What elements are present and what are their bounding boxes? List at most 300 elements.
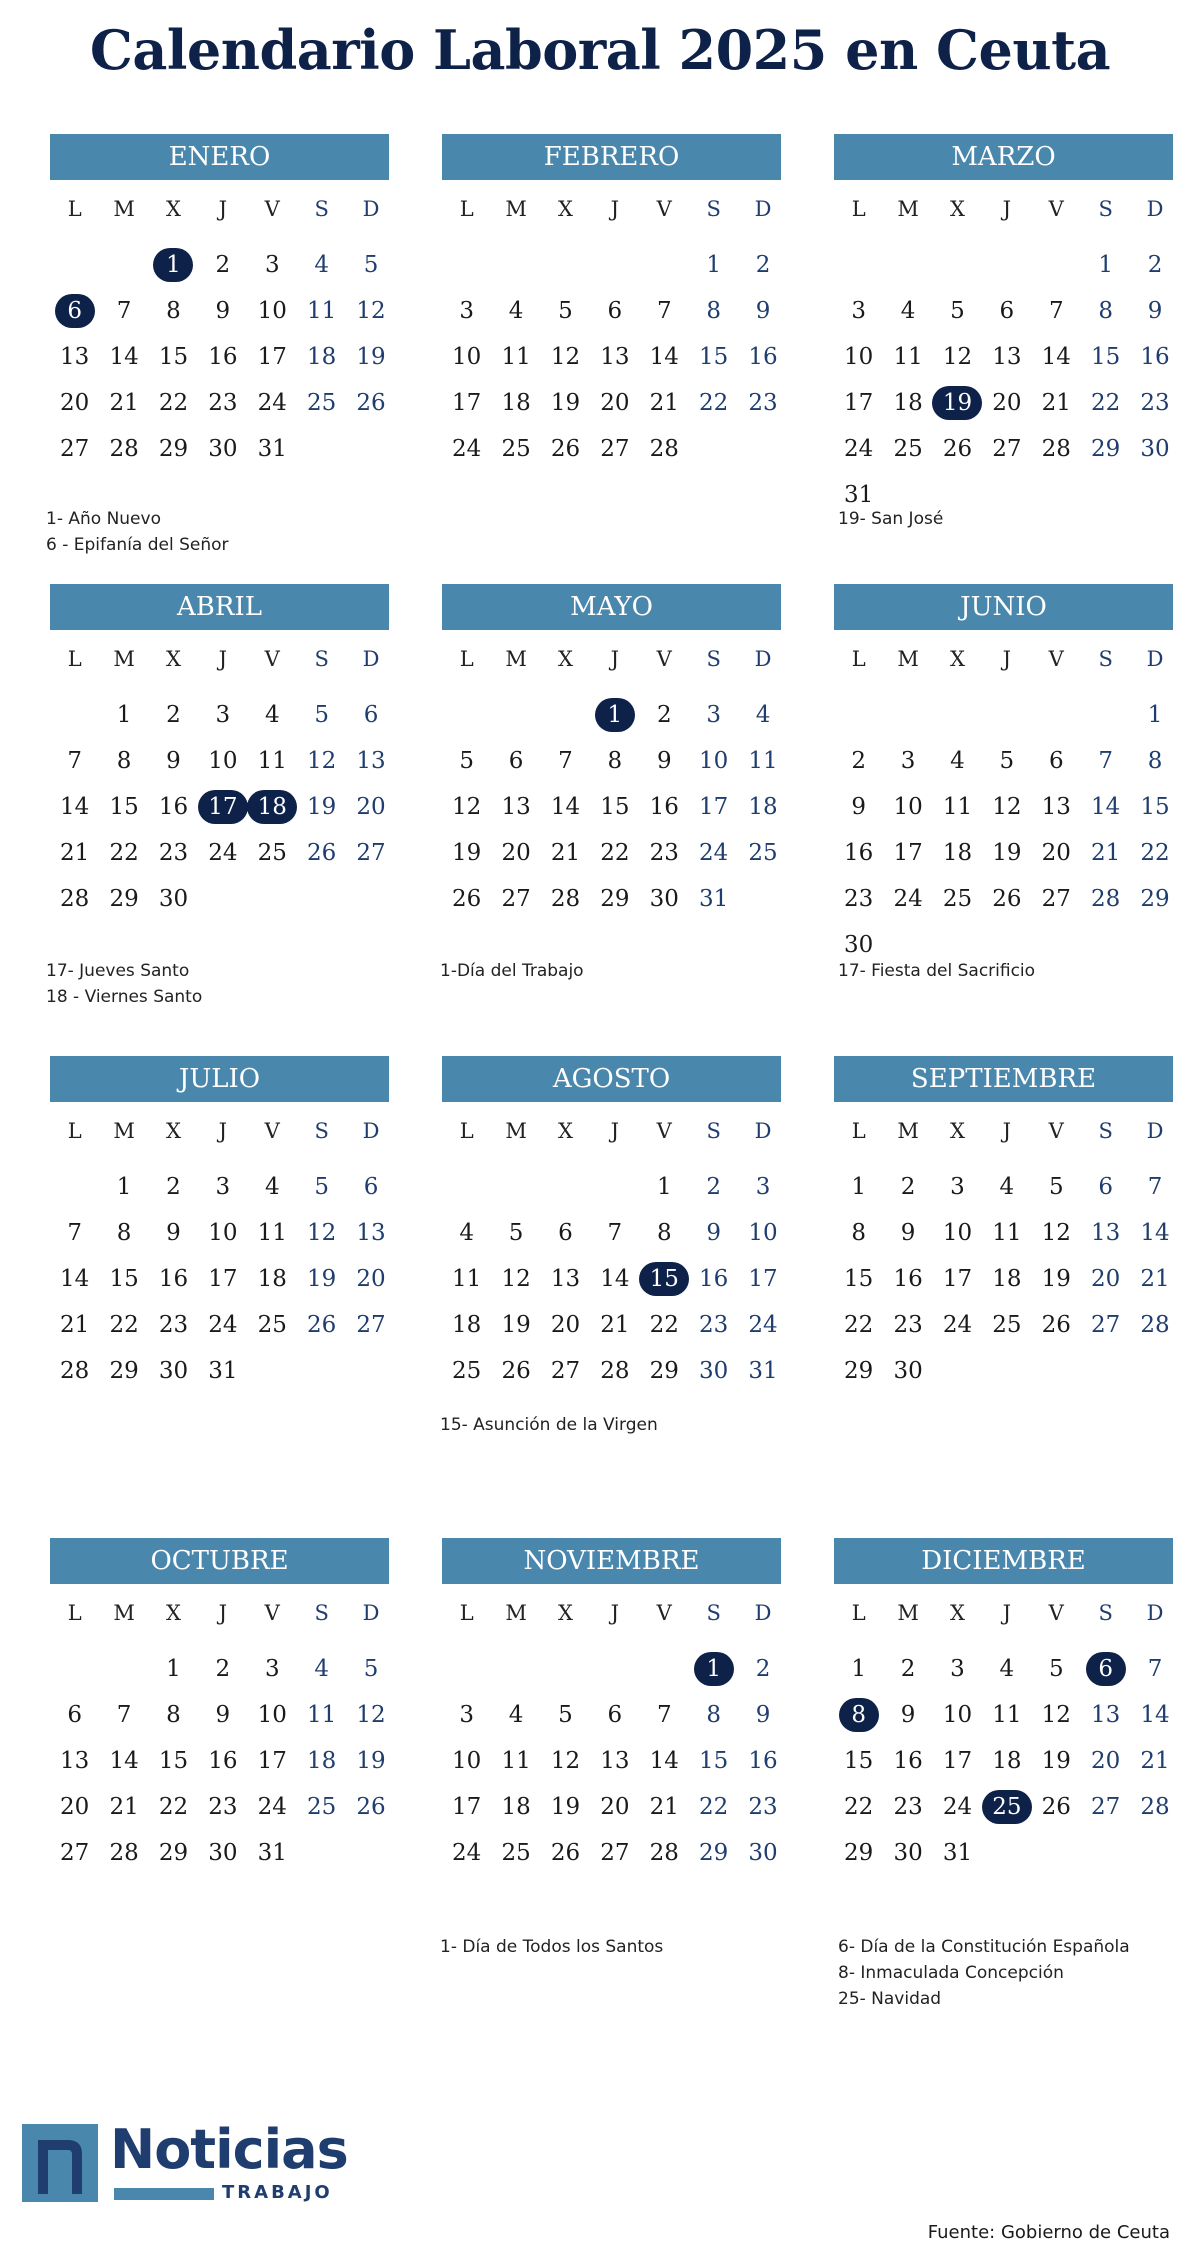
day-cell: 2 [1147,252,1163,278]
empty-cell [248,1348,297,1394]
week-row [50,1830,396,1876]
day-cell: 4 [508,1702,524,1728]
day-cell: 10 [257,1702,287,1728]
day-cell: 28 [550,886,581,912]
holiday-notes [46,958,202,1010]
day-cell: 14 [649,1748,679,1774]
empty-cell [248,876,297,922]
holiday-note: 17- Fiesta del Sacrificio [838,961,1036,981]
day-cell: 31 [699,886,729,912]
holiday-notes [838,958,1035,984]
logo-n-icon [22,2124,98,2202]
empty-cell [50,242,99,288]
day-cell: 7 [1098,748,1113,774]
weekday-label: D [754,1601,772,1625]
day-cell: 9 [755,1702,771,1728]
day-cell: 9 [166,1220,181,1246]
empty-cell [834,242,883,288]
holiday-day: 1 [149,242,198,288]
day-cell: 8 [706,1702,721,1728]
day-cell: 11 [452,1266,482,1292]
day-cell: 6 [999,298,1015,324]
day-cell: 27 [992,436,1022,462]
day-cell: 8 [116,1220,132,1246]
day-cell: 21 [1091,840,1121,866]
empty-cell [491,242,540,288]
week-row [442,1692,788,1738]
empty-cell [689,426,738,472]
day-cell: 23 [893,1794,923,1820]
day-cell: 30 [158,886,189,912]
weekday-label: D [1146,647,1164,671]
day-cell: 13 [501,794,531,820]
day-cell: 28 [600,1358,630,1384]
day-cell: 21 [60,1312,90,1338]
month-header: SEPTIEMBRE [834,1056,1173,1102]
empty-cell [99,242,148,288]
day-cell: 4 [999,1656,1015,1682]
day-cell: 17 [257,344,287,370]
weekday-label: S [706,197,721,221]
day-cell: 21 [600,1312,630,1338]
day-cell: 25 [893,436,923,462]
day-cell: 8 [166,1702,181,1728]
week-row [834,380,1180,426]
weekday-label: L [67,1119,82,1143]
day-cell: 9 [215,298,231,324]
day-cell: 16 [649,794,679,820]
day-cell: 16 [208,344,238,370]
weekday-row [50,638,396,680]
holiday-day: 17 [198,784,247,830]
holiday-note: 8- Inmaculada Concepción [838,1963,1064,1983]
weekday-label: D [754,197,772,221]
day-cell: 22 [1091,390,1121,416]
weekday-row [442,1110,788,1152]
day-cell: 27 [356,840,386,866]
weekday-label: D [1146,1119,1164,1143]
day-cell: 19 [550,1794,581,1820]
empty-cell [982,1830,1031,1876]
day-cell: 1 [1098,252,1113,278]
empty-cell [442,692,491,738]
week-row [50,1164,396,1210]
day-cell: 2 [900,1174,916,1200]
week-row [834,334,1180,380]
day-cell: 13 [550,1266,581,1292]
weekday-row [442,188,788,230]
day-cell: 2 [215,252,231,278]
day-cell: 13 [60,1748,90,1774]
day-cell: 20 [992,390,1022,416]
month-header: MARZO [834,134,1173,180]
weekday-label: J [610,197,620,221]
day-cell: 11 [257,1220,287,1246]
week-row [50,1348,396,1394]
weekday-label: L [851,1601,866,1625]
day-cell: 11 [257,748,287,774]
day-cell: 22 [844,1312,874,1338]
day-cell: 20 [60,390,90,416]
weekday-label: D [1146,1601,1164,1625]
day-cell: 31 [748,1358,778,1384]
day-cell: 25 [501,1840,531,1866]
day-cell: 9 [900,1702,916,1728]
day-cell: 24 [257,390,287,416]
weekday-label: D [754,1119,772,1143]
day-cell: 26 [452,886,482,912]
day-cell: 3 [459,298,475,324]
day-cell: 28 [1140,1794,1170,1820]
day-cell: 10 [452,1748,482,1774]
day-cell: 2 [215,1656,231,1682]
day-cell: 18 [257,1266,287,1292]
day-cell: 9 [900,1220,916,1246]
day-cell: 10 [942,1220,973,1246]
day-cell: 6 [607,1702,623,1728]
month-2 [442,134,788,472]
week-row [50,1784,396,1830]
day-cell: 12 [1041,1220,1071,1246]
day-cell: 26 [550,1840,581,1866]
holiday-notes [838,506,943,532]
day-cell: 23 [748,390,778,416]
empty-cell [640,1646,689,1692]
day-cell: 28 [109,436,139,462]
holiday-day: 18 [248,784,297,830]
day-cell: 1 [706,252,721,278]
weekday-label: M [113,1119,135,1143]
weekday-row [834,638,1180,680]
day-cell: 3 [264,1656,280,1682]
day-cell: 16 [893,1748,923,1774]
holiday-note: 1- Año Nuevo [46,509,161,529]
weekday-label: M [113,197,135,221]
empty-cell [442,1164,491,1210]
weekday-label: S [314,647,329,671]
day-cell: 26 [550,436,581,462]
day-cell: 4 [755,702,771,728]
holiday-day: 8 [834,1692,883,1738]
weekday-label: S [1098,1119,1113,1143]
month-header: NOVIEMBRE [442,1538,781,1584]
day-cell: 29 [649,1358,679,1384]
day-cell: 15 [844,1748,874,1774]
day-cell: 23 [158,1312,189,1338]
day-cell: 23 [748,1794,778,1820]
weekday-label: S [1098,1601,1113,1625]
day-cell: 4 [314,1656,329,1682]
day-cell: 26 [356,1794,386,1820]
month-header: AGOSTO [442,1056,781,1102]
day-cell: 18 [992,1266,1022,1292]
day-cell: 1 [166,1656,181,1682]
day-cell: 14 [649,344,679,370]
weekday-label: S [706,1119,721,1143]
day-cell: 19 [452,840,482,866]
day-cell: 22 [109,840,139,866]
weekday-label: X [166,197,181,221]
week-row [442,1784,788,1830]
day-cell: 30 [649,886,679,912]
day-cell: 7 [1048,298,1064,324]
day-cell: 11 [501,344,531,370]
day-cell: 5 [558,1702,573,1728]
day-cell: 7 [67,748,83,774]
empty-cell [346,876,395,922]
day-cell: 10 [844,344,874,370]
week-row [442,830,788,876]
day-cell: 21 [550,840,581,866]
weekday-label: V [1048,1601,1064,1625]
logo-bar [114,2188,214,2200]
day-cell: 26 [307,840,337,866]
day-cell: 28 [1041,436,1071,462]
day-cell: 5 [508,1220,524,1246]
day-cell: 30 [844,932,874,958]
holiday-day: 6 [1081,1646,1130,1692]
weekday-label: M [505,1601,527,1625]
day-cell: 3 [950,1174,965,1200]
day-cell: 20 [600,1794,630,1820]
day-cell: 22 [109,1312,139,1338]
day-cell: 13 [1091,1702,1121,1728]
weekday-label: M [505,1119,527,1143]
holiday-notes [440,958,584,984]
day-cell: 13 [600,344,630,370]
day-cell: 7 [607,1220,623,1246]
empty-cell [442,1646,491,1692]
day-cell: 18 [748,794,778,820]
day-cell: 27 [60,436,90,462]
day-cell: 12 [307,1220,337,1246]
weekday-label: V [1048,197,1064,221]
day-cell: 14 [1140,1702,1170,1728]
weekday-label: L [67,197,82,221]
weekday-label: J [218,647,228,671]
day-cell: 27 [1091,1312,1121,1338]
day-cell: 10 [452,344,482,370]
weekday-label: V [656,647,672,671]
day-cell: 23 [844,886,874,912]
day-cell: 5 [363,1656,379,1682]
day-cell: 31 [257,1840,287,1866]
holiday-notes [440,1412,658,1438]
empty-cell [1130,1348,1179,1394]
day-cell: 29 [158,436,189,462]
day-cell: 30 [699,1358,729,1384]
weekday-row [834,1110,1180,1152]
day-cell: 20 [1041,840,1071,866]
day-cell: 19 [356,1748,386,1774]
day-cell: 12 [942,344,973,370]
weekday-row [442,638,788,680]
week-row [50,380,396,426]
day-cell: 20 [356,794,386,820]
holiday-day: 15 [640,1256,689,1302]
week-row [834,288,1180,334]
day-cell: 25 [501,436,531,462]
day-cell: 30 [158,1358,189,1384]
empty-cell [50,692,99,738]
week-row [442,242,788,288]
day-cell: 30 [893,1840,923,1866]
holiday-note: 17- Jueves Santo [46,961,190,981]
day-cell: 5 [1048,1656,1064,1682]
day-cell: 26 [307,1312,337,1338]
day-cell: 29 [1091,436,1121,462]
empty-cell [1081,1348,1130,1394]
day-cell: 24 [942,1794,973,1820]
day-cell: 24 [452,436,482,462]
weekday-label: J [610,647,620,671]
day-cell: 22 [649,1312,679,1338]
week-row [50,830,396,876]
weekday-label: M [897,1119,919,1143]
empty-cell [1130,922,1179,968]
day-cell: 2 [706,1174,721,1200]
day-cell: 7 [1147,1174,1163,1200]
week-row [442,426,788,472]
day-cell: 29 [844,1358,874,1384]
empty-cell [590,1164,639,1210]
week-row [442,380,788,426]
weekday-label: D [362,647,380,671]
day-cell: 1 [116,702,132,728]
weekday-row [442,1592,788,1634]
day-cell: 23 [158,840,189,866]
empty-cell [834,692,883,738]
day-cell: 1 [116,1174,132,1200]
weekday-label: S [706,1601,721,1625]
month-5 [442,584,788,922]
weekday-row [50,188,396,230]
holiday-notes [46,506,229,558]
day-cell: 20 [600,390,630,416]
day-cell: 10 [942,1702,973,1728]
day-cell: 19 [992,840,1022,866]
day-cell: 6 [1098,1174,1113,1200]
empty-cell [346,426,395,472]
day-cell: 3 [900,748,916,774]
empty-cell [933,1348,982,1394]
weekday-label: L [851,1119,866,1143]
day-cell: 14 [109,1748,139,1774]
holiday-notes [838,1934,1130,2012]
day-cell: 5 [950,298,965,324]
holiday-note: 1- Día de Todos los Santos [440,1937,664,1957]
month-1 [50,134,396,472]
day-cell: 23 [649,840,679,866]
empty-cell [738,876,787,922]
holiday-note: 6 - Epifanía del Señor [46,535,229,555]
empty-cell [982,1348,1031,1394]
month-7 [50,1056,396,1394]
day-cell: 15 [844,1266,874,1292]
day-cell: 2 [166,702,181,728]
weekday-label: J [1002,197,1012,221]
week-row [442,738,788,784]
weekday-label: L [459,197,474,221]
day-cell: 14 [600,1266,630,1292]
day-cell: 17 [452,1794,482,1820]
day-cell: 23 [1140,390,1170,416]
day-cell: 17 [844,390,874,416]
day-cell: 9 [755,298,771,324]
day-cell: 28 [109,1840,139,1866]
weekday-label: L [851,197,866,221]
day-cell: 6 [508,748,524,774]
month-header: ENERO [50,134,389,180]
day-cell: 3 [755,1174,771,1200]
weekday-label: X [950,647,965,671]
empty-cell [1130,472,1179,518]
day-cell: 10 [208,1220,238,1246]
day-cell: 15 [699,1748,729,1774]
day-cell: 2 [166,1174,181,1200]
day-cell: 3 [215,702,231,728]
day-cell: 17 [257,1748,287,1774]
day-cell: 7 [116,1702,132,1728]
weekday-label: L [459,647,474,671]
day-cell: 13 [1041,794,1071,820]
day-cell: 26 [1041,1312,1071,1338]
day-cell: 11 [748,748,778,774]
weekday-label: X [950,1601,965,1625]
empty-cell [346,1830,395,1876]
page-title: Calendario Laboral 2025 en Ceuta [89,18,1111,82]
day-cell: 14 [109,344,139,370]
day-cell: 15 [600,794,630,820]
day-cell: 14 [1140,1220,1170,1246]
day-cell: 29 [600,886,630,912]
day-cell: 2 [755,252,771,278]
logo-subtitle: TRABAJO [222,2182,333,2203]
day-cell: 11 [307,298,337,324]
month-header: DICIEMBRE [834,1538,1173,1584]
day-cell: 30 [893,1358,923,1384]
empty-cell [297,426,346,472]
day-cell: 23 [208,390,238,416]
day-cell: 9 [166,748,181,774]
empty-cell [883,692,932,738]
day-cell: 27 [356,1312,386,1338]
weekday-label: V [1048,647,1064,671]
day-cell: 16 [699,1266,729,1292]
day-cell: 17 [208,1266,238,1292]
day-cell: 2 [851,748,867,774]
day-cell: 8 [166,298,181,324]
day-cell: 9 [1147,298,1163,324]
weekday-label: J [610,1601,620,1625]
day-cell: 13 [60,344,90,370]
day-cell: 22 [158,1794,189,1820]
day-cell: 1 [1147,702,1163,728]
month-header: JULIO [50,1056,389,1102]
day-cell: 8 [116,748,132,774]
day-cell: 28 [60,886,90,912]
day-cell: 28 [1091,886,1121,912]
day-cell: 12 [452,794,482,820]
day-cell: 2 [900,1656,916,1682]
week-row [50,1302,396,1348]
day-cell: 13 [600,1748,630,1774]
day-cell: 14 [1041,344,1071,370]
empty-cell [1032,1348,1081,1394]
weekday-label: S [1098,197,1113,221]
week-row [834,1256,1180,1302]
day-cell: 5 [314,1174,329,1200]
